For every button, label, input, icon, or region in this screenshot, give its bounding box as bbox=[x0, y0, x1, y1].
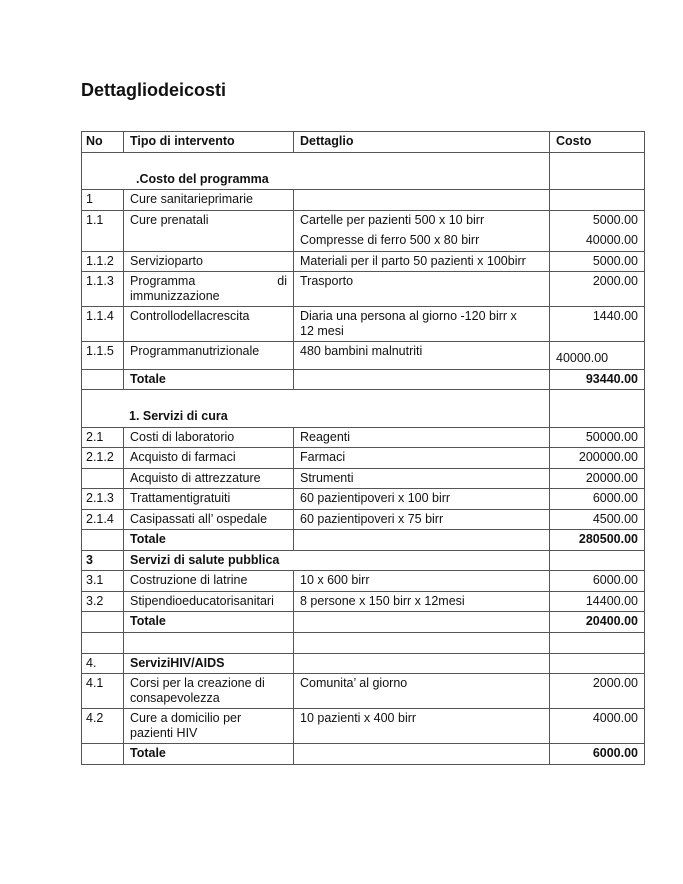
row-costo: 20000.00 bbox=[550, 468, 645, 489]
row-dettaglio: Comunita’ al giorno bbox=[294, 674, 550, 709]
table-row bbox=[82, 571, 645, 592]
total-label: Totale bbox=[124, 612, 294, 633]
tipo-line: Corsi per la creazione di bbox=[130, 676, 265, 690]
row-no: 2.1 bbox=[82, 427, 124, 448]
table-row bbox=[82, 489, 645, 510]
tipo-line: consapevolezza bbox=[130, 690, 220, 705]
section-heading: ServiziHIV/AIDS bbox=[124, 653, 294, 674]
row-no: 1.1.5 bbox=[82, 342, 124, 370]
row-tipo: Programmanutrizionale bbox=[124, 342, 294, 370]
header-costo: Costo bbox=[550, 132, 645, 153]
row-costo: 2000.00 bbox=[550, 272, 645, 307]
row-no: 2.1.2 bbox=[82, 448, 124, 469]
row-tipo: Controllodellacrescita bbox=[124, 307, 294, 342]
row-costo bbox=[550, 342, 645, 370]
tipo-line: pazienti HIV bbox=[130, 725, 198, 740]
table-row bbox=[82, 307, 645, 342]
row-tipo: Acquisto di farmaci bbox=[124, 448, 294, 469]
row-dettaglio: 60 pazientipoveri x 75 birr bbox=[294, 509, 550, 530]
total-value: 93440.00 bbox=[550, 369, 645, 390]
table-row bbox=[82, 272, 645, 307]
table-row bbox=[82, 674, 645, 709]
row-tipo: Costi di laboratorio bbox=[124, 427, 294, 448]
header-no: No bbox=[82, 132, 124, 153]
dettaglio-line: Cartelle per pazienti 500 x 10 birr bbox=[300, 212, 485, 227]
empty-cell bbox=[550, 653, 645, 674]
empty-cell bbox=[294, 653, 550, 674]
section-heading: 1. Servizi di cura bbox=[82, 390, 550, 428]
row-no: 1.1.4 bbox=[82, 307, 124, 342]
table-row bbox=[82, 448, 645, 469]
total-row bbox=[82, 744, 645, 765]
row-no: 3.1 bbox=[82, 571, 124, 592]
row-dettaglio: Strumenti bbox=[294, 468, 550, 489]
row-tipo: Casipassati all’ ospedale bbox=[124, 509, 294, 530]
row-costo: 1440.00 bbox=[550, 307, 645, 342]
total-value: 6000.00 bbox=[550, 744, 645, 765]
total-row bbox=[82, 369, 645, 390]
tipo-line bbox=[130, 274, 287, 289]
costo-value: 40000.00 bbox=[585, 233, 638, 247]
row-costo bbox=[550, 190, 645, 211]
row-no: 1.1.3 bbox=[82, 272, 124, 307]
row-costo: 14400.00 bbox=[550, 591, 645, 612]
row-dettaglio: Reagenti bbox=[294, 427, 550, 448]
costo-value: 40000.00 bbox=[556, 351, 609, 365]
total-value: 280500.00 bbox=[550, 530, 645, 551]
section-heading: .Costo del programma bbox=[82, 152, 550, 190]
total-row bbox=[82, 612, 645, 633]
row-costo: 5000.00 bbox=[550, 251, 645, 272]
table-row bbox=[82, 190, 645, 211]
section-no: 4. bbox=[82, 653, 124, 674]
row-costo: 50000.00 bbox=[550, 427, 645, 448]
dettaglio-line: Compresse di ferro 500 x 80 birr bbox=[300, 233, 480, 247]
row-dettaglio: Farmaci bbox=[294, 448, 550, 469]
row-tipo bbox=[124, 709, 294, 744]
row-dettaglio: 8 persone x 150 birr x 12mesi bbox=[294, 591, 550, 612]
table-row bbox=[82, 251, 645, 272]
empty-cell bbox=[294, 530, 550, 551]
row-dettaglio: 60 pazientipoveri x 100 birr bbox=[294, 489, 550, 510]
table-row bbox=[82, 709, 645, 744]
empty-row bbox=[82, 632, 645, 653]
table-row bbox=[82, 210, 645, 251]
empty-cell bbox=[294, 369, 550, 390]
tipo-word: di bbox=[277, 274, 287, 288]
row-dettaglio: Trasporto bbox=[294, 272, 550, 307]
table-row bbox=[82, 509, 645, 530]
row-no bbox=[82, 468, 124, 489]
row-tipo bbox=[124, 674, 294, 709]
empty-cell bbox=[550, 390, 645, 428]
row-tipo: Acquisto di attrezzature bbox=[124, 468, 294, 489]
row-dettaglio bbox=[294, 307, 550, 342]
table-row bbox=[82, 468, 645, 489]
row-dettaglio: 10 pazienti x 400 birr bbox=[294, 709, 550, 744]
empty-cell bbox=[124, 632, 294, 653]
section-heading: Servizi di salute pubblica bbox=[124, 550, 550, 571]
row-tipo: Cure prenatali bbox=[124, 210, 294, 251]
row-tipo: Cure sanitarieprimarie bbox=[124, 190, 294, 211]
header-tipo: Tipo di intervento bbox=[124, 132, 294, 153]
row-costo: 6000.00 bbox=[550, 489, 645, 510]
section-no: 3 bbox=[82, 550, 124, 571]
row-costo: 6000.00 bbox=[550, 571, 645, 592]
table-header-row bbox=[82, 132, 645, 153]
row-dettaglio bbox=[294, 210, 550, 251]
cost-table bbox=[81, 131, 645, 765]
table-row bbox=[82, 342, 645, 370]
section-heading-row bbox=[82, 152, 645, 190]
empty-cell bbox=[294, 632, 550, 653]
tipo-line: immunizzazione bbox=[130, 288, 220, 303]
tipo-word: Programma bbox=[130, 274, 196, 288]
empty-cell bbox=[82, 744, 124, 765]
row-dettaglio: Materiali per il parto 50 pazienti x 100birr bbox=[294, 251, 550, 272]
row-dettaglio: 480 bambini malnutriti bbox=[294, 342, 550, 370]
empty-cell bbox=[550, 152, 645, 190]
table-row bbox=[82, 427, 645, 448]
total-label: Totale bbox=[124, 369, 294, 390]
costo-value: 5000.00 bbox=[592, 212, 638, 227]
row-no: 2.1.4 bbox=[82, 509, 124, 530]
total-label: Totale bbox=[124, 530, 294, 551]
empty-cell bbox=[294, 744, 550, 765]
total-row bbox=[82, 530, 645, 551]
row-tipo: Servizioparto bbox=[124, 251, 294, 272]
empty-cell bbox=[82, 369, 124, 390]
row-no: 4.2 bbox=[82, 709, 124, 744]
total-label: Totale bbox=[124, 744, 294, 765]
row-no: 2.1.3 bbox=[82, 489, 124, 510]
table-row bbox=[82, 591, 645, 612]
total-value: 20400.00 bbox=[550, 612, 645, 633]
row-dettaglio: 10 x 600 birr bbox=[294, 571, 550, 592]
row-dettaglio bbox=[294, 190, 550, 211]
row-no: 1.1.2 bbox=[82, 251, 124, 272]
dettaglio-line: Diaria una persona al giorno -120 birr x bbox=[300, 309, 517, 323]
row-no: 3.2 bbox=[82, 591, 124, 612]
empty-cell bbox=[550, 632, 645, 653]
section-heading-row bbox=[82, 550, 645, 571]
tipo-line: Cure a domicilio per bbox=[130, 711, 242, 725]
row-costo bbox=[550, 210, 645, 251]
row-tipo: Stipendioeducatorisanitari bbox=[124, 591, 294, 612]
row-costo: 4500.00 bbox=[550, 509, 645, 530]
row-no: 1 bbox=[82, 190, 124, 211]
empty-cell bbox=[82, 632, 124, 653]
row-no: 4.1 bbox=[82, 674, 124, 709]
empty-cell bbox=[294, 612, 550, 633]
row-costo: 200000.00 bbox=[550, 448, 645, 469]
empty-cell bbox=[82, 530, 124, 551]
row-tipo bbox=[124, 272, 294, 307]
row-costo: 2000.00 bbox=[550, 674, 645, 709]
row-tipo: Trattamentigratuiti bbox=[124, 489, 294, 510]
page-title: Dettagliodeicosti bbox=[81, 80, 227, 100]
empty-cell bbox=[550, 550, 645, 571]
empty-cell bbox=[82, 612, 124, 633]
dettaglio-line: 12 mesi bbox=[300, 323, 344, 338]
row-no: 1.1 bbox=[82, 210, 124, 251]
section-heading-row bbox=[82, 390, 645, 428]
row-tipo: Costruzione di latrine bbox=[124, 571, 294, 592]
row-costo: 4000.00 bbox=[550, 709, 645, 744]
header-dettaglio: Dettaglio bbox=[294, 132, 550, 153]
section-heading-row bbox=[82, 653, 645, 674]
